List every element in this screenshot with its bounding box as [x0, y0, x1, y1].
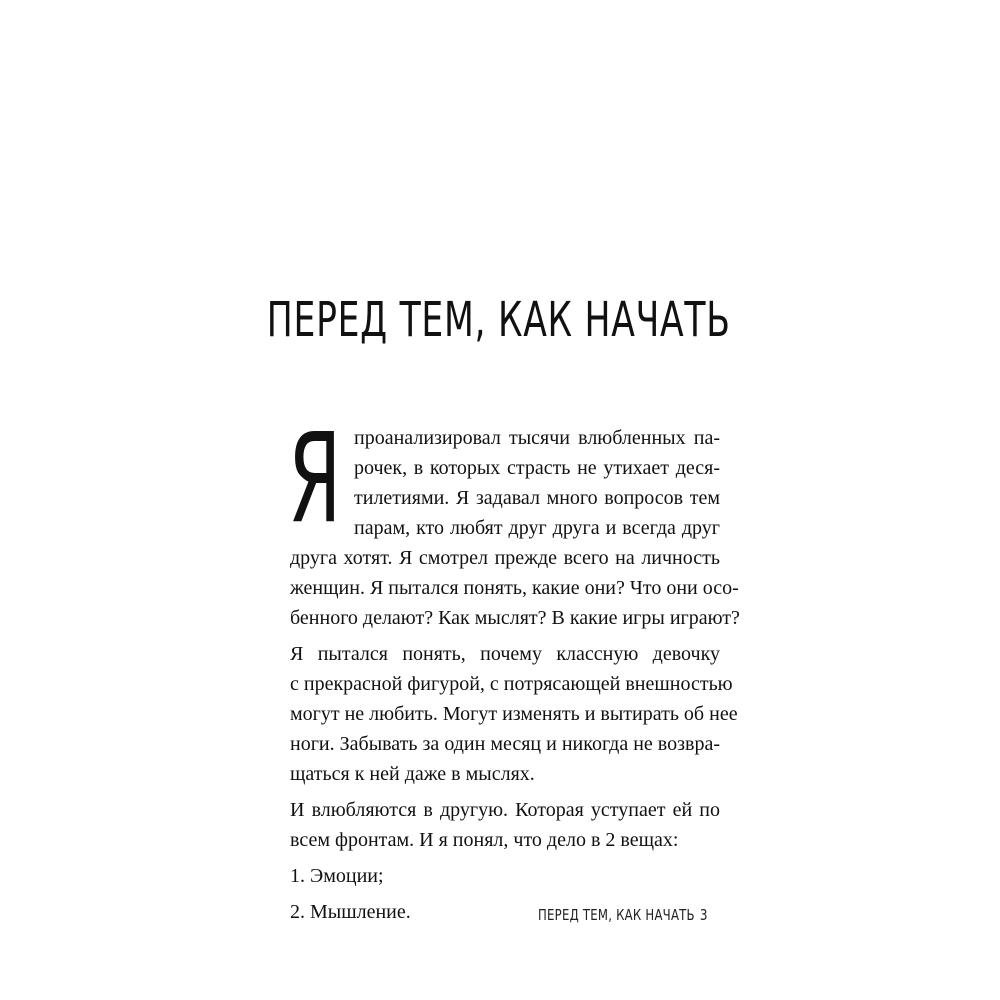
text-line: могут не любить. Могут изменять и вытирать об нее — [290, 703, 738, 725]
page-number: 3 — [700, 906, 708, 924]
text-line: Я пытался понять, почему классную девочку — [290, 643, 720, 665]
text-line: проанализировал тысячи влюбленных па- — [354, 427, 720, 449]
first-paragraph — [288, 407, 740, 633]
text-line: ноги. Забывать за один месяц и никогда не возвра- — [290, 733, 720, 755]
text-line: парам, кто любят друг друга и всегда друг — [354, 517, 720, 539]
text-line: И влюбляются в другую. Которая уступает ей по — [290, 799, 720, 821]
page-footer — [480, 905, 720, 929]
text-line: тилетиями. Я задавал много вопросов тем — [354, 487, 720, 509]
text-line: друга хотят. Я смотрел прежде всего на личность — [290, 547, 720, 569]
text-line: щаться к ней даже в мыслях. — [290, 763, 535, 785]
text-line: рочек, в которых страсть не утихает деся- — [354, 457, 720, 479]
text-line: бенного делают? Как мыслят? В какие игры играют? — [290, 607, 740, 629]
drop-cap: Я — [288, 407, 342, 551]
chapter-body — [288, 407, 740, 933]
text-line: всем фронтам. И я понял, что дело в 2 вещах: — [290, 829, 679, 851]
list-item: 2. Мышление. — [290, 901, 411, 923]
running-title: ПЕРЕД ТЕМ, КАК НАЧАТЬ — [538, 906, 695, 924]
second-paragraph — [290, 639, 738, 789]
text-line: с прекрасной фигурой, с потрясающей внешностью — [290, 673, 733, 695]
list-item: 1. Эмоции; — [290, 865, 384, 887]
third-paragraph — [290, 795, 720, 855]
text-line: женщин. Я пытался понять, какие они? Что они осо- — [290, 577, 739, 599]
chapter-title: ПЕРЕД ТЕМ, КАК НАЧАТЬ — [266, 292, 731, 348]
